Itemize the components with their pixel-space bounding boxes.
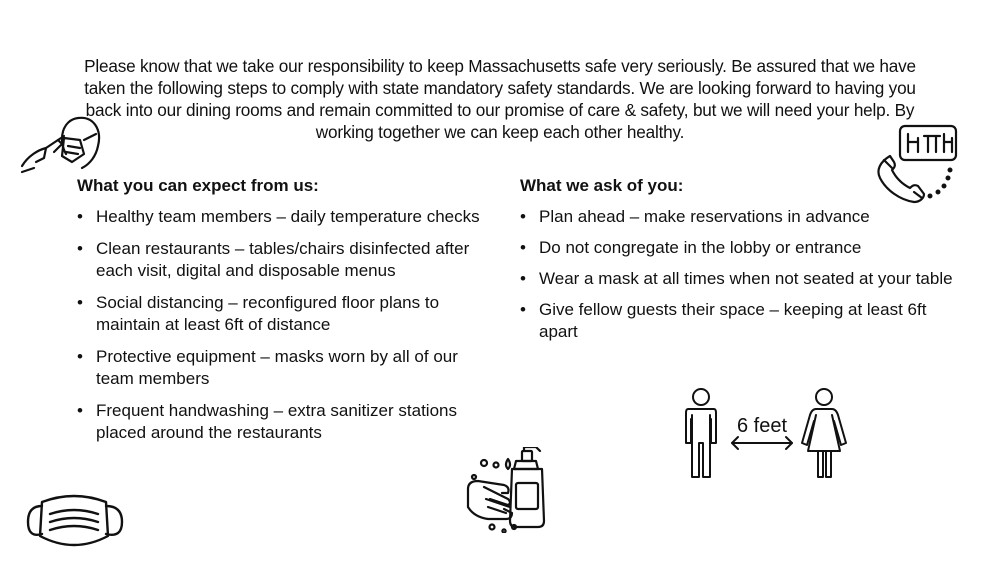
expectations-heading: What you can expect from us: (77, 176, 319, 195)
list-item: • Give fellow guests their space – keeping at least 6ft apart (520, 299, 960, 343)
requests-list (520, 206, 960, 343)
list-item: • Plan ahead – make reservations in advance (520, 206, 960, 228)
requests-section (520, 176, 960, 352)
requests-heading: What we ask of you: (520, 176, 684, 195)
man-figure-icon (686, 389, 716, 477)
expectations-section (77, 176, 497, 454)
face-mask-icon (24, 490, 126, 554)
list-item: • Wear a mask at all times when not seated at your table (520, 268, 960, 290)
list-item: • Do not congregate in the lobby or entrance (520, 237, 960, 259)
expectations-list (77, 206, 497, 444)
hand-sanitizer-icon (464, 447, 554, 533)
temperature-check-icon (18, 110, 106, 180)
double-arrow-icon (732, 437, 792, 449)
list-item: • Clean restaurants – tables/chairs disinfected after each visit, digital and disposable menus (77, 238, 497, 282)
list-item: • Healthy team members – daily temperature checks (77, 206, 497, 228)
list-item: • Social distancing – reconfigured floor plans to maintain at least 6ft of distance (77, 292, 497, 336)
distance-label: 6 feet (736, 415, 788, 437)
woman-figure-icon (802, 389, 846, 477)
list-item: • Frequent handwashing – extra sanitizer stations placed around the restaurants (77, 400, 497, 444)
list-item: • Protective equipment – masks worn by all of our team members (77, 346, 497, 390)
social-distancing-graphic (676, 385, 862, 485)
intro-paragraph: Please know that we take our responsibility to keep Massachusetts safe very seriously. Be assured that we have taken the following steps to comply with state mandatory safety standards. We are looking forward to having you back into our dining rooms and remain committed to our promise of care & safety, but we will need your help. By working together we can keep each other healthy. (84, 56, 916, 143)
